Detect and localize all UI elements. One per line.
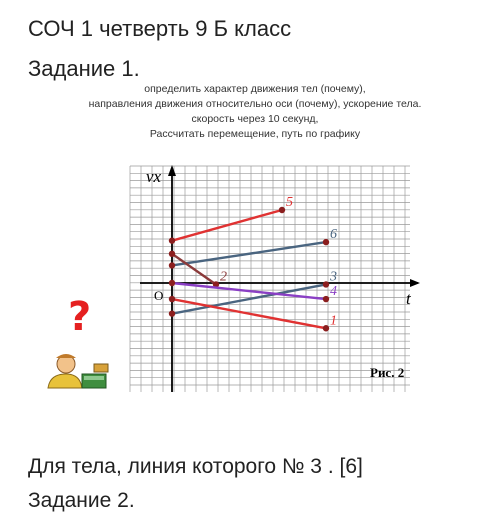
instruction-line: определить характер движения тел (почему), (144, 83, 366, 95)
series-point-3 (169, 310, 175, 316)
series-label-1: 1 (330, 313, 337, 329)
instruction-line: направления движения относительно оси (почему), ускорение тела. (88, 98, 422, 110)
series-label-6: 6 (330, 227, 337, 243)
x-axis-arrow-icon (410, 279, 420, 287)
series-point-5 (279, 207, 285, 213)
x-axis-label: t (406, 289, 411, 308)
page-title: СОЧ 1 четверть 9 Б класс (28, 16, 292, 41)
y-axis-arrow-icon (168, 165, 176, 176)
instruction-line: Рассчитать перемещение, путь по графику (149, 128, 361, 140)
series-point-1 (169, 296, 175, 302)
series-label-3: 3 (330, 269, 337, 285)
series-line-4 (172, 283, 326, 299)
task-1-heading: Задание 1. (28, 56, 140, 81)
series-point-3 (323, 281, 329, 287)
series-point-4 (323, 296, 329, 302)
series-label-4: 4 (330, 284, 337, 300)
series-point-6 (169, 262, 175, 268)
series-line-3 (172, 284, 326, 313)
series-point-1 (323, 325, 329, 331)
series-point-6 (323, 239, 329, 245)
series-line-1 (172, 299, 326, 328)
svg-text:?: ? (68, 294, 92, 340)
series-point-5 (169, 237, 175, 243)
chart-axes (140, 165, 420, 392)
series-label-5: 5 (286, 195, 293, 210)
series-line-5 (172, 210, 282, 241)
series-point-2 (169, 251, 175, 257)
chart-series (169, 195, 337, 331)
series-point-4 (169, 280, 175, 286)
series-label-2: 2 (220, 269, 227, 285)
instruction-line: скорость через 10 секунд, (191, 113, 319, 125)
student-cartoon-icon (36, 292, 116, 392)
figure-label: Рис. 2 (370, 365, 405, 380)
series-line-2 (172, 254, 216, 285)
task-2-heading: Задание 2. (28, 489, 135, 512)
task-question: Для тела, линия которого № 3 . [6] (28, 455, 363, 478)
origin-label: O (154, 288, 164, 303)
y-axis-label: vx (146, 167, 162, 186)
